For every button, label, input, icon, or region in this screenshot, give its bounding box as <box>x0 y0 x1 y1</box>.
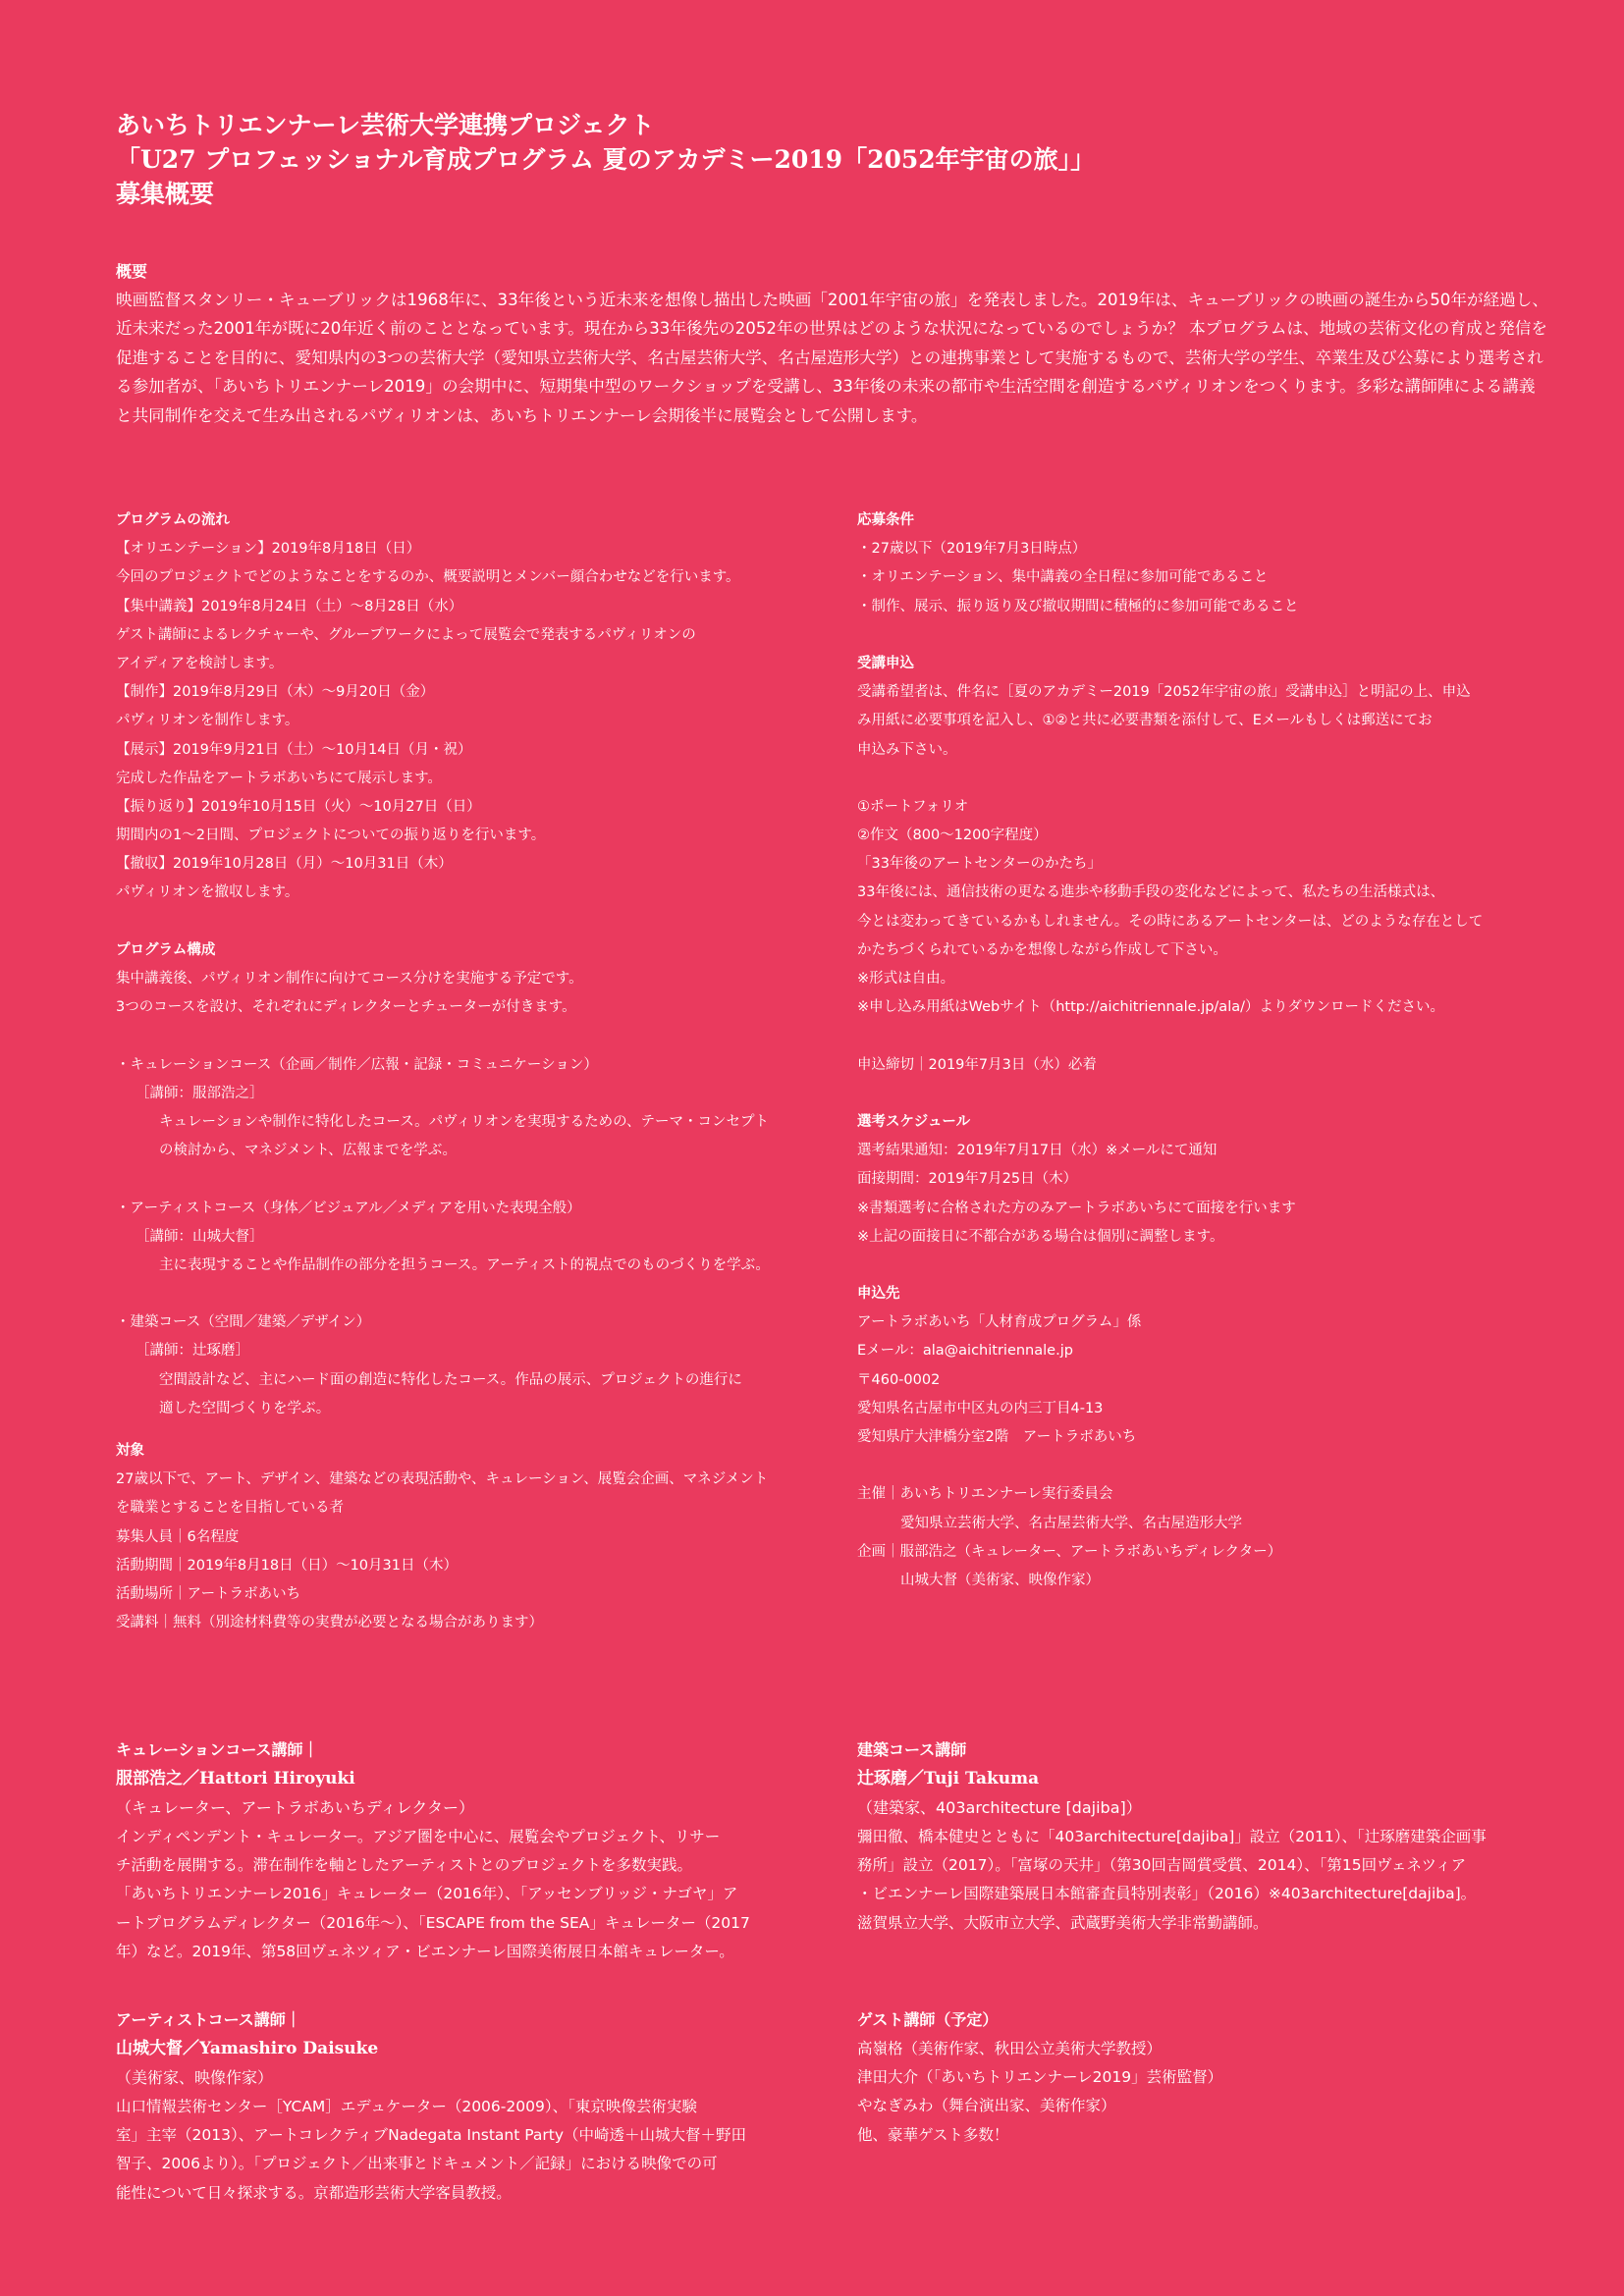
bio-line: ・ビエンナーレ国際建築展日本館審査員特別表彰」（2016）※403architecture[dajiba]。 <box>857 1885 1477 1903</box>
course-artist-lecturer: ［講師：山城大督］ <box>135 1228 264 1245</box>
overview-body: 映画監督スタンリー・キューブリックは1968年に、33年後という近未来を想像し描出した映画「2001年宇宙の旅」を発表しました。2019年は、キューブリックの映画の誕生から50年が経過し、近未来だった2001年が既に20年近く前のこととなっています。現在から33年後先の2052年の世界はどのような状況になっているのでしょうか？ 本プログラムは、地域の芸術文化の育成と発信を促進することを目的に、愛知県内の3つの芸術大学（愛知県立芸術大学、名古屋芸術大学、名古屋造形大学）との連携事業として実施するもので、芸術大学の学生、卒業生及び公募により選考される参加者が、「あいちトリエンナーレ2019」の会期中に、短期集中型のワークショップを受講し、33年後の未来の都市や生活空間を創造するパヴィリオンをつくります。多彩な講師陣による講義と共同制作を交えて生み出されるパヴィリオンは、あいちトリエンナーレ会期後半に展覧会として公開します。 <box>116 291 1548 425</box>
course-architecture-desc: 適した空間づくりを学ぶ。 <box>159 1400 331 1416</box>
target-line: 受講料｜無料（別途材料費等の実費が必要となる場合があります） <box>116 1615 543 1631</box>
bio-role: アーティストコース講師｜ <box>116 2010 301 2029</box>
left-column <box>116 507 784 1637</box>
course-architecture-title: ・建築コース（空間／建築／デザイン） <box>116 1314 371 1331</box>
flow-line: 【振り返り】2019年10月15日（火）～10月27日（日） <box>116 798 481 815</box>
course-curation-desc: キュレーションや制作に特化したコース。パヴィリオンを実現するための、テーマ・コンセプト <box>159 1113 770 1130</box>
target-line: 27歳以下で、アート、デザイン、建築などの表現活動や、キュレーション、展覧会企画、マネジメント <box>116 1471 769 1488</box>
schedule-line: 選考結果通知：2019年7月17日（水）※メールにて通知 <box>857 1143 1218 1159</box>
application-line: み用紙に必要事項を記入し、①②と共に必要書類を添付して、Eメールもしくは郵送にてお <box>857 713 1433 729</box>
flow-list <box>116 535 784 907</box>
target-line: 活動期間｜2019年8月18日（日）～10月31日（木） <box>116 1557 458 1574</box>
application-line: 今とは変わってきているかもしれません。その時にあるアートセンターは、どのような存在として <box>857 913 1484 930</box>
bio-role: キュレーションコース講師｜ <box>116 1740 319 1759</box>
flow-line: アイディアを検討します。 <box>116 655 284 671</box>
bio-name: 服部浩之／Hattori Hiroyuki <box>116 1768 355 1789</box>
contact-email: Eメール：ala@aichitriennale.jp <box>857 1343 1073 1360</box>
title-line-2: 「U27 プロフェッショナル育成プログラム 夏のアカデミー2019「2052年宇宙の旅」」 <box>116 145 1096 174</box>
course-curation-desc: の検討から、マネジメント、広報までを学ぶ。 <box>159 1143 458 1159</box>
guest-line: 津田大介（「あいちトリエンナーレ2019」芸術監督） <box>857 2067 1223 2086</box>
schedule-line: ※書類選考に合格された方のみアートラボあいちにて面接を行います <box>857 1200 1296 1216</box>
target-line: 募集人員｜6名程度 <box>116 1528 240 1545</box>
page-title <box>116 108 1530 211</box>
bio-line: 智子、2006より）。「プロジェクト／出来事とドキュメント／記録」における映像での可 <box>116 2155 718 2173</box>
guest-line: やなぎみわ（舞台演出家、美術作家） <box>857 2097 1116 2115</box>
overview-section <box>116 257 1549 430</box>
flow-line: 【展示】2019年9月21日（土）～10月14日（月・祝） <box>116 741 472 758</box>
structure-heading: プログラム構成 <box>116 941 216 958</box>
title-line-1: あいちトリエンナーレ芸術大学連携プロジェクト <box>116 111 655 139</box>
right-column <box>857 507 1525 1595</box>
bio-tuji <box>857 1735 1535 1938</box>
bio-yamashiro <box>116 2005 793 2208</box>
flow-line: 【撤収】2019年10月28日（月）～10月31日（木） <box>116 856 453 873</box>
flow-heading: プログラムの流れ <box>116 512 230 528</box>
conditions-line: ・制作、展示、振り返り及び撤収期間に積極的に参加可能であること <box>857 598 1299 614</box>
schedule-line: 面接期間：2019年7月25日（木） <box>857 1171 1078 1188</box>
structure-intro: 3つのコースを設け、それぞれにディレクターとチューターが付きます。 <box>116 999 576 1016</box>
course-architecture-lecturer: ［講師：辻琢磨］ <box>135 1343 249 1360</box>
target-line: 活動場所｜アートラボあいち <box>116 1585 301 1602</box>
bio-name: 辻琢磨／Tuji Takuma <box>857 1768 1040 1789</box>
application-line: 「33年後のアートセンターのかたち」 <box>857 856 1102 873</box>
conditions-heading: 応募条件 <box>857 512 914 528</box>
contact-line: 愛知県庁大津橋分室2階 アートラボあいち <box>857 1429 1137 1445</box>
flow-line: 【集中講義】2019年8月24日（土）～8月28日（水） <box>116 598 463 614</box>
bio-line: 滋賀県立大学、大阪市立大学、武蔵野美術大学非常勤講師。 <box>857 1913 1269 1932</box>
target-line: を職業とすることを目指している者 <box>116 1500 344 1517</box>
application-line: ※形式は自由。 <box>857 971 955 987</box>
schedule-heading: 選考スケジュール <box>857 1113 971 1130</box>
flow-line: 期間内の1～2日間、プロジェクトについての振り返りを行います。 <box>116 828 546 844</box>
bio-line: ートプログラムディレクター（2016年～）、「ESCAPE from the SEA」キュレーター（2017 <box>116 1913 750 1932</box>
bio-line: 彌田徹、橋本健史とともに「403architecture[dajiba]」設立（2011）、「辻琢磨建築企画事 <box>857 1827 1487 1845</box>
bio-line: 年）など。2019年、第58回ヴェネツィア・ビエンナーレ国際美術展日本館キュレーター。 <box>116 1943 734 1961</box>
course-curation-title: ・キュレーションコース（企画／制作／広報・記録・コミュニケーション） <box>116 1056 598 1073</box>
application-line: かたちづくられているかを想像しながら作成して下さい。 <box>857 941 1227 958</box>
organizer-host-partners: 愛知県立芸術大学、名古屋芸術大学、名古屋造形大学 <box>900 1515 1242 1531</box>
flow-line: 今回のプロジェクトでどのようなことをするのか、概要説明とメンバー顔合わせなどを行います。 <box>116 569 740 586</box>
application-line: ②作文（800～1200字程度） <box>857 828 1048 844</box>
course-curation-lecturer: ［講師：服部浩之］ <box>135 1085 264 1101</box>
title-line-3: 募集概要 <box>116 180 215 208</box>
course-artist-desc: 主に表現することや作品制作の部分を担うコース。アーティスト的視点でのものづくりを学ぶ。 <box>159 1256 770 1273</box>
bio-name: 山城大督／Yamashiro Daisuke <box>116 2038 379 2058</box>
target-heading: 対象 <box>116 1443 144 1459</box>
bio-line: 能性について日々探求する。京都造形芸術大学客員教授。 <box>116 2183 512 2202</box>
contact-line: アートラボあいち「人材育成プログラム」係 <box>857 1314 1142 1331</box>
organizer-plan-2: 山城大督（美術家、映像作家） <box>900 1572 1100 1588</box>
application-deadline: 申込締切｜2019年7月3日（水）必着 <box>857 1056 1097 1073</box>
application-line: ※申し込み用紙はWebサイト（http://aichitriennale.jp/ala/）よりダウンロードください。 <box>857 999 1444 1016</box>
bio-line: 務所」設立（2017）。「富塚の天井」（第30回吉岡賞受賞、2014）、「第15回ヴェネツィア <box>857 1855 1467 1874</box>
structure-intro: 集中講義後、パヴィリオン制作に向けてコース分けを実施する予定です。 <box>116 971 583 987</box>
bio-line: 「あいちトリエンナーレ2016」キュレーター（2016年）、「アッセンブリッジ・ナゴヤ」ア <box>116 1885 738 1903</box>
contact-line: 愛知県名古屋市中区丸の内三丁目4-13 <box>857 1400 1104 1416</box>
contact-line: 〒460-0002 <box>857 1371 941 1388</box>
application-heading: 受講申込 <box>857 655 914 671</box>
flow-line: 【オリエンテーション】2019年8月18日（日） <box>116 541 421 558</box>
guest-line: 高嶺格（美術作家、秋田公立美術大学教授） <box>857 2039 1163 2057</box>
bio-guest <box>857 2005 1535 2150</box>
flow-line: パヴィリオンを制作します。 <box>116 713 299 729</box>
application-line: 申込み下さい。 <box>857 741 957 758</box>
organizer-plan: 企画｜服部浩之（キュレーター、アートラボあいちディレクター） <box>857 1543 1282 1560</box>
bio-role: 建築コース講師 <box>857 1740 967 1759</box>
bio-line: チ活動を展開する。滞在制作を軸としたアーティストとのプロジェクトを多数実践。 <box>116 1855 692 1874</box>
flow-line: パヴィリオンを撤収します。 <box>116 884 299 901</box>
application-line: 受講希望者は、件名に［夏のアカデミー2019「2052年宇宙の旅」受講申込］と明記の上、申込 <box>857 684 1471 701</box>
application-line: 33年後には、通信技術の更なる進歩や移動手段の変化などによって、私たちの生活様式は、 <box>857 884 1445 901</box>
contact-heading: 申込先 <box>857 1286 900 1303</box>
conditions-line: ・27歳以下（2019年7月3日時点） <box>857 541 1087 558</box>
bio-role: ゲスト講師（予定） <box>857 2010 999 2029</box>
organizer-host: 主催｜あいちトリエンナーレ実行委員会 <box>857 1486 1113 1503</box>
bio-line: インディペンデント・キュレーター。アジア圏を中心に、展覧会やプロジェクト、リサー <box>116 1827 721 1845</box>
bio-affiliation: （キュレーター、アートラボあいちディレクター） <box>116 1798 474 1817</box>
overview-heading: 概要 <box>116 262 148 281</box>
course-architecture-desc: 空間設計など、主にハード面の創造に特化したコース。作品の展示、プロジェクトの進行に <box>159 1371 742 1388</box>
bio-line: 室」主宰（2013）、アートコレクティブNadegata Instant Party（中崎透＋山城大督＋野田 <box>116 2125 747 2144</box>
flow-line: 【制作】2019年8月29日（木）～9月20日（金） <box>116 684 435 701</box>
bio-affiliation: （美術家、映像作家） <box>116 2068 274 2087</box>
schedule-line: ※上記の面接日に不都合がある場合は個別に調整します。 <box>857 1228 1224 1245</box>
flow-line: ゲスト講師によるレクチャーや、グループワークによって展覧会で発表するパヴィリオンの <box>116 626 696 643</box>
course-artist-title: ・アーティストコース（身体／ビジュアル／メディアを用いた表現全般） <box>116 1200 581 1216</box>
flow-line: 完成した作品をアートラボあいちにて展示します。 <box>116 770 442 786</box>
bio-affiliation: （建築家、403architecture [dajiba]） <box>857 1798 1142 1817</box>
bio-line: 山口情報芸術センター［YCAM］エデュケーター（2006-2009）、「東京映像芸術実験 <box>116 2097 697 2115</box>
bio-hattori <box>116 1735 793 1966</box>
guest-line: 他、豪華ゲスト多数！ <box>857 2125 1009 2144</box>
application-line: ①ポートフォリオ <box>857 798 969 815</box>
conditions-line: ・オリエンテーション、集中講義の全日程に参加可能であること <box>857 569 1269 586</box>
